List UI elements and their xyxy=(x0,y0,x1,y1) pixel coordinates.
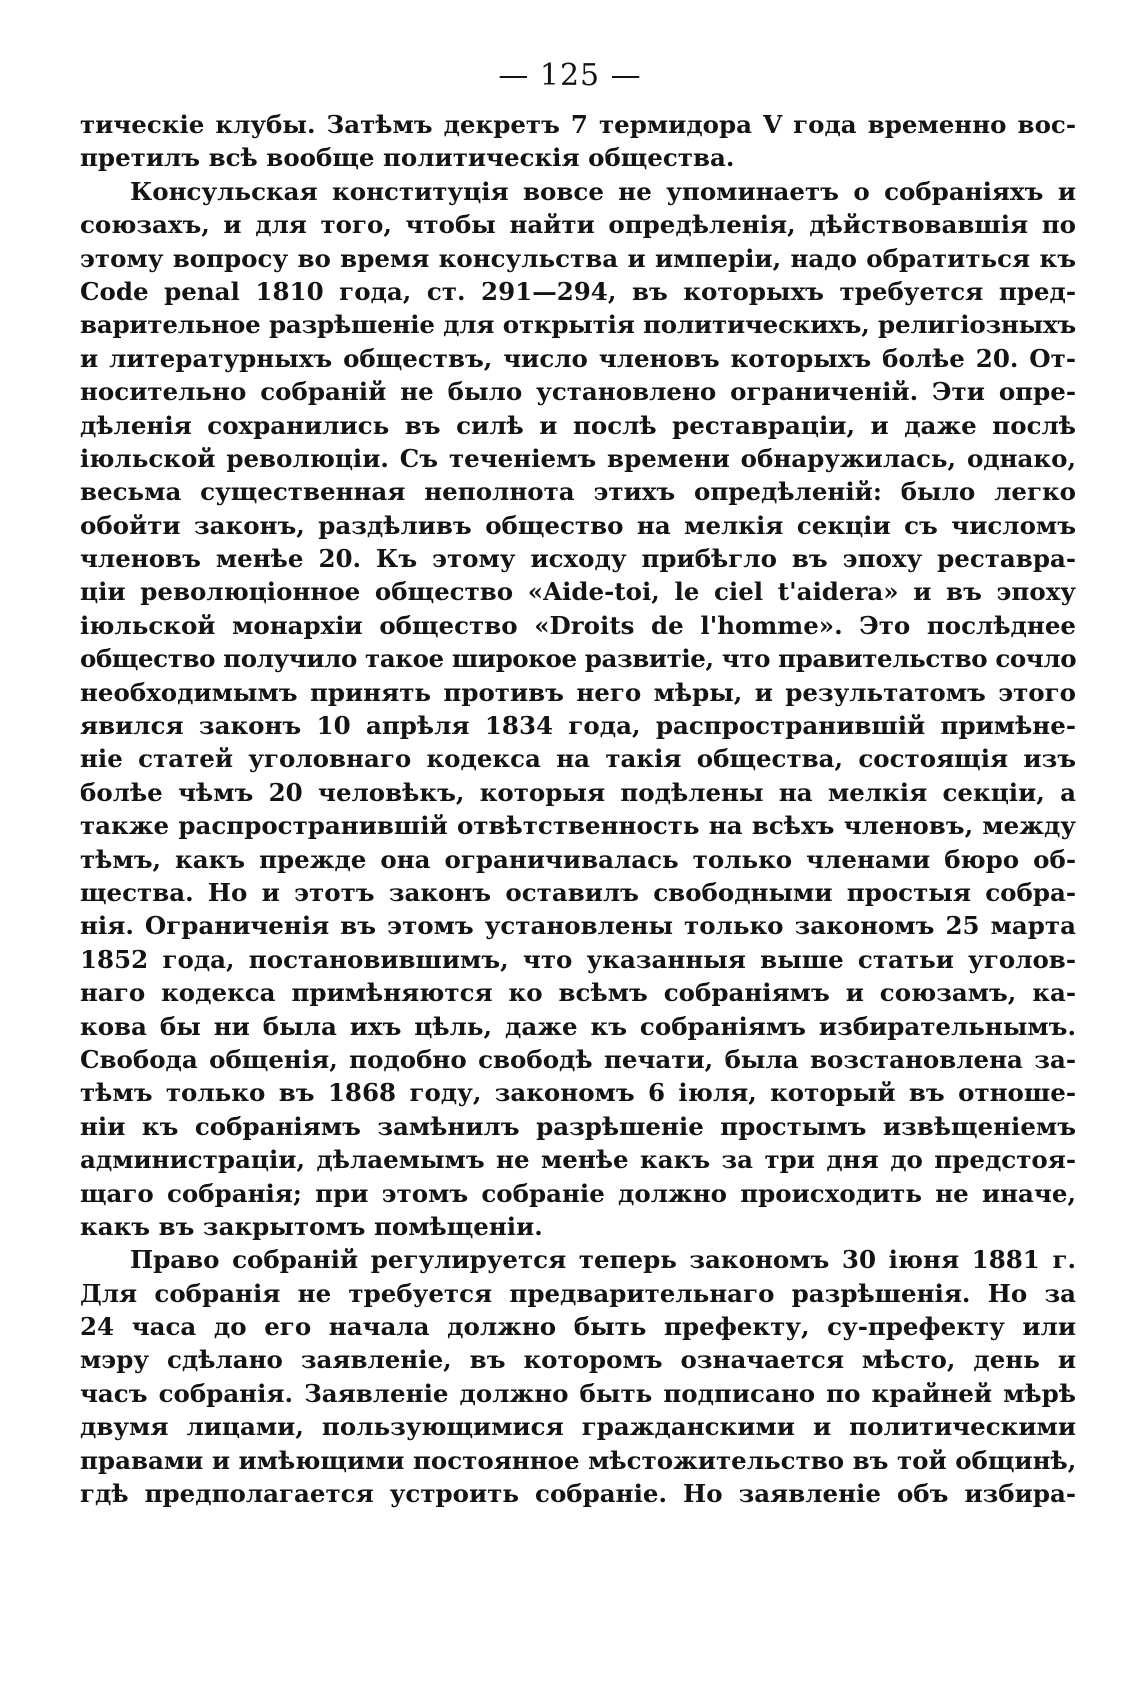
text-line: Право собраній регулируется теперь закономъ 30 іюня 1881 г. xyxy=(130,1245,1076,1275)
text-line: Свобода общенія, подобно свободѣ печати, была возстановлена за- xyxy=(80,1044,1076,1074)
text-line: какъ въ закрытомъ помѣщеніи. xyxy=(80,1211,543,1241)
text-line: іюльской революціи. Съ теченіемъ времени обнаружилась, однако, xyxy=(80,443,1076,473)
text-line: 24 часа до его начала должно быть префекту, су-префекту или xyxy=(80,1312,1076,1342)
text-line: явился законъ 10 апрѣля 1834 года, распространившій примѣне- xyxy=(80,711,1076,741)
text-line: тѣмъ, какъ прежде она ограничивалась только членами бюро об- xyxy=(80,844,1076,874)
text-line: и литературныхъ обществъ, число членовъ которыхъ болѣе 20. От- xyxy=(80,343,1076,373)
text-line: ніе статей уголовнаго кодекса на такія общества, состоящія изъ xyxy=(80,744,1076,774)
text-line: 1852 года, постановившимъ, что указанныя выше статьи уголов- xyxy=(80,944,1076,974)
text-line: нія. Ограниченія въ этомъ установлены только закономъ 25 марта xyxy=(80,911,1076,941)
text-line: необходимымъ принять противъ него мѣры, и результатомъ этого xyxy=(80,677,1076,707)
text-line: союзахъ, и для того, чтобы найти опредѣленія, дѣйствовавшія по xyxy=(80,210,1076,240)
text-line: двумя лицами, пользующимися гражданскими и политическими xyxy=(80,1412,1076,1442)
text-line: весьма существенная неполнота этихъ опредѣленій: было легко xyxy=(80,477,1076,507)
text-line: часъ собранія. Заявленіе должно быть подписано по крайней мѣрѣ xyxy=(80,1378,1076,1408)
text-line: тическіе клубы. Затѣмъ декретъ 7 термидора V года временно вос- xyxy=(80,110,1076,139)
text-line: тѣмъ только въ 1868 году, закономъ 6 іюля, который въ отноше- xyxy=(80,1078,1076,1108)
text-line: щества. Но и этотъ законъ оставилъ свободными простыя собра- xyxy=(80,877,1076,907)
text-line: ніи къ собраніямъ замѣнилъ разрѣшеніе простымъ извѣщеніемъ xyxy=(80,1111,1076,1141)
text-line: этому вопросу во время консульства и имперіи, надо обратиться къ xyxy=(80,243,1076,273)
text-line: членовъ менѣе 20. Къ этому исходу прибѣгло въ эпоху реставра- xyxy=(80,544,1076,574)
text-line: іюльской монархіи общество «Droits de l'homme». Это послѣднее xyxy=(80,610,1076,640)
text-line: обойти законъ, раздѣливъ общество на мелкія секціи съ числомъ xyxy=(80,510,1076,540)
page-number: — 125 — xyxy=(498,58,642,93)
text-line: правами и имѣющими постоянное мѣстожительство въ той общинѣ, xyxy=(80,1445,1076,1475)
text-line: носительно собраній не было установлено ограниченій. Эти опре- xyxy=(80,377,1076,407)
text-line: мэру сдѣлано заявленіе, въ которомъ означается мѣсто, день и xyxy=(80,1345,1076,1375)
text-line: наго кодекса примѣняются ко всѣмъ собраніямъ и союзамъ, ка- xyxy=(80,978,1076,1008)
text-line: общество получило такое широкое развитіе, что правительство сочло xyxy=(80,644,1076,674)
text-line: Для собранія не требуется предварительнаго разрѣшенія. Но за xyxy=(80,1278,1076,1308)
text-line: варительное разрѣшеніе для открытія политическихъ, религіозныхъ xyxy=(80,310,1076,340)
text-line: дѣленія сохранились въ силѣ и послѣ реставраціи, и даже послѣ xyxy=(80,410,1076,440)
text-line: болѣе чѣмъ 20 человѣкъ, которыя подѣлены на мелкія секціи, а xyxy=(80,777,1076,807)
text-line: администраціи, дѣлаемымъ не менѣе какъ за три дня до предстоя- xyxy=(80,1145,1076,1175)
text-line: ціи революціонное общество «Aide-toi, le ciel t'aidera» и въ эпоху xyxy=(80,577,1076,607)
text-line: Code penal 1810 года, ст. 291—294, въ которыхъ требуется пред- xyxy=(80,276,1076,306)
text-line: кова бы ни была ихъ цѣль, даже къ собраніямъ избирательнымъ. xyxy=(80,1011,1076,1041)
text-line: претилъ всѣ вообще политическія общества. xyxy=(80,143,735,173)
text-line: щаго собранія; при этомъ собраніе должно происходить не иначе, xyxy=(80,1178,1076,1208)
text-line: Консульская конституція вовсе не упоминаетъ о собраніяхъ и xyxy=(130,176,1076,206)
body-text xyxy=(80,108,1076,1510)
text-line: также распространившій отвѣтственность на всѣхъ членовъ, между xyxy=(80,811,1076,841)
text-line: гдѣ предполагается устроить собраніе. Но заявленіе объ избира- xyxy=(80,1479,1076,1509)
